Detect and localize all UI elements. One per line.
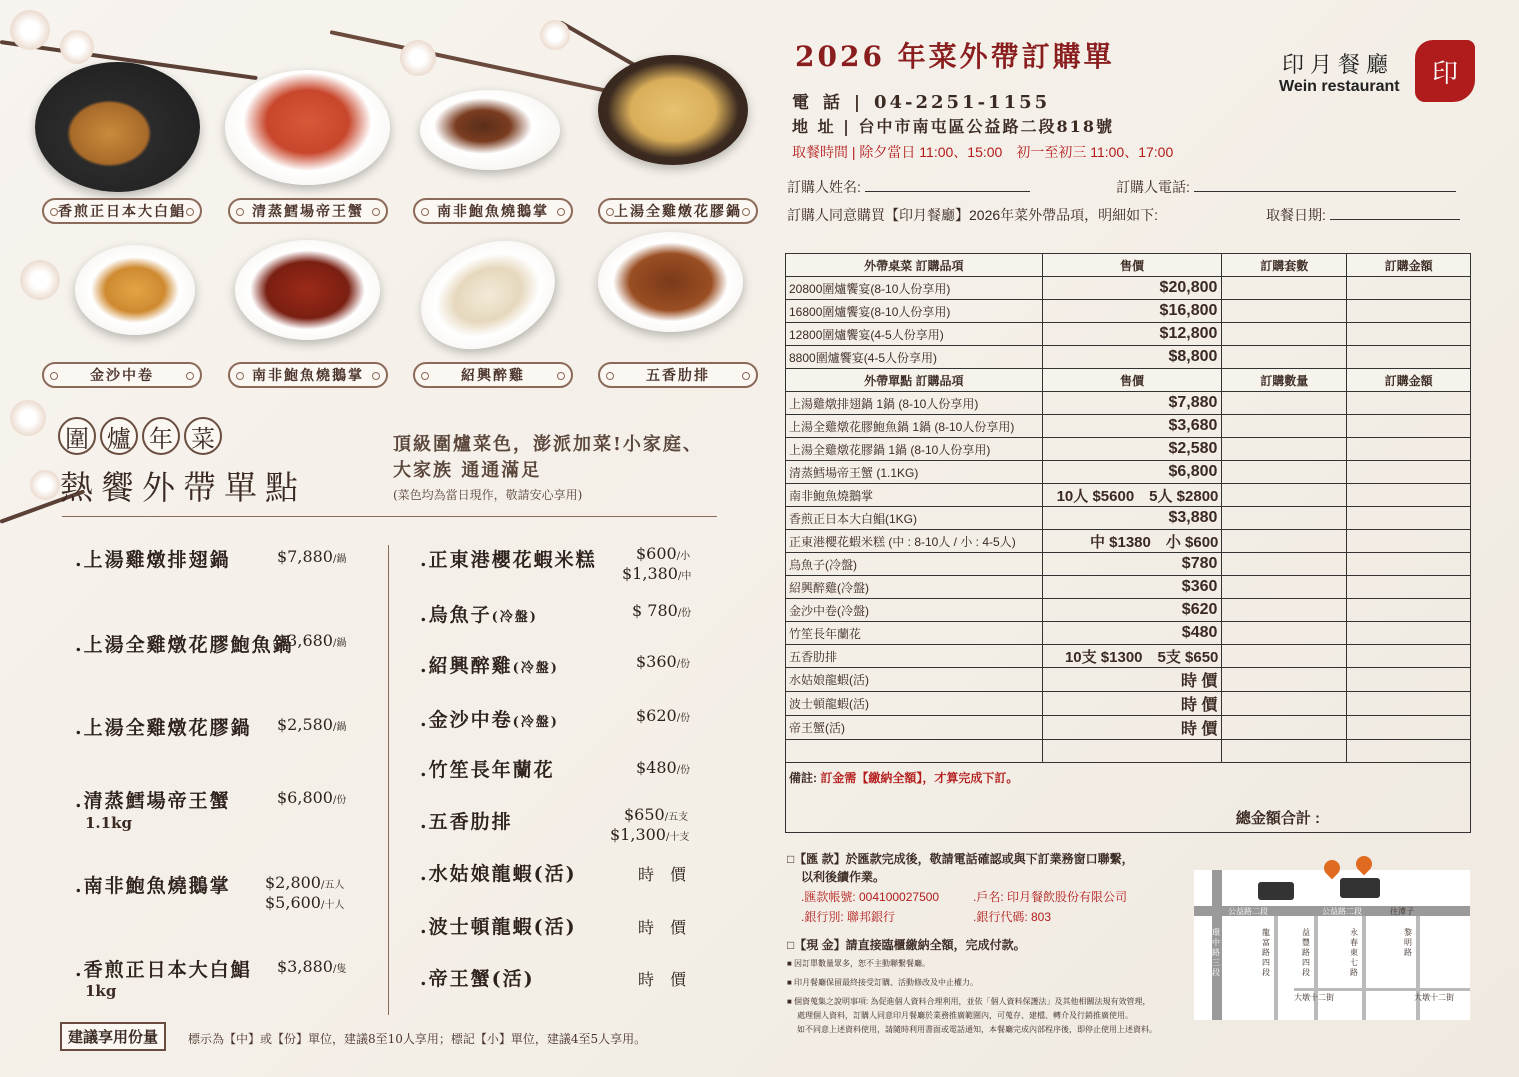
- column-divider: [388, 545, 389, 1015]
- name-field: 訂購人姓名:: [787, 177, 1030, 197]
- divider: [62, 516, 717, 517]
- page-title: 2026 年菜外帶訂購單: [795, 40, 1115, 73]
- footer-text: 標示為【中】或【份】單位，建議8至10人享用；標記【小】單位，建議4至5人享用。: [188, 1032, 647, 1046]
- section-title: 熱饗外帶單點: [60, 468, 306, 507]
- th-qty: 訂購數量: [1222, 369, 1347, 392]
- menu-item-name: .上湯全雞燉花膠鮑魚鍋: [75, 634, 294, 656]
- blossom-decor: [400, 40, 436, 76]
- map-label: 大墩十二街: [1414, 993, 1454, 1002]
- table-row: 20800圍爐饗宴(8-10人份享用) $20,800: [786, 277, 1471, 300]
- menu-item-name: .清蒸鱈場帝王蟹: [75, 790, 231, 812]
- th-item: 外帶單點 訂購品項: [786, 369, 1043, 392]
- table-row: 12800圍爐饗宴(4-5人份享用) $12,800: [786, 323, 1471, 346]
- photo-label: 清蒸鱈場帝王蟹: [228, 198, 388, 224]
- date-field: 取餐日期:: [1266, 205, 1460, 225]
- phone-field: 訂購人電話:: [1116, 177, 1456, 197]
- address-row: 地 址 | 台中市南屯區公益路二段818號: [792, 117, 1114, 136]
- pickup-time: 取餐時間 | 除夕當日 11:00、15:00 初一至初三 11:00、17:00: [792, 144, 1174, 160]
- dish-photo-king-crab: [225, 70, 390, 185]
- brand-name: 印月餐廳: [1282, 53, 1395, 78]
- menu-item-name: .水姑娘龍蝦(活): [420, 863, 577, 885]
- transfer-text: □【匯 款】於匯款完成後，敬請電話確認或與下訂業務窗口聯繫，: [787, 852, 1134, 866]
- map-pin-icon: [1353, 853, 1376, 876]
- map-label: 公益路二段: [1228, 907, 1268, 916]
- th-amount: 訂購金額: [1347, 369, 1471, 392]
- transfer-text-2: 以利後續作業。: [801, 870, 886, 884]
- menu-item-price: $480/份: [636, 758, 691, 777]
- map-pin-icon: [1321, 857, 1344, 880]
- dish-photo-squid: [75, 245, 195, 335]
- map-label: 永春東七路: [1350, 928, 1358, 977]
- menu-item-price: $3,880/隻: [277, 957, 347, 976]
- photo-label: 紹興醉雞: [413, 362, 573, 388]
- menu-item-name: .烏魚子(冷盤): [420, 604, 538, 626]
- menu-item-name: .南非鮑魚燒鵝掌: [75, 875, 231, 897]
- map-label: 益豐路四段: [1302, 928, 1310, 977]
- menu-item-price: $2,580/鍋: [277, 715, 347, 734]
- menu-item-sub: 1.1kg: [85, 814, 132, 832]
- th-item: 外帶桌菜 訂購品項: [786, 254, 1043, 277]
- slogan-line2: 大家族 通通滿足: [393, 460, 542, 481]
- photo-label: 上湯全雞燉花膠鍋: [598, 198, 758, 224]
- brand-en: Wein restaurant: [1279, 78, 1400, 95]
- table-row: 波士頓龍蝦(活) 時 價: [786, 692, 1471, 716]
- map-road: [1362, 916, 1366, 1020]
- map-label: 黎明路: [1404, 928, 1412, 957]
- note-line: 如不同意上述資料使用，請隨時利用書面或電話通知，本餐廳完成內部程序後，即停止使用上述資料。: [797, 1025, 1157, 1034]
- photo-label: 南非鮑魚燒鵝掌: [228, 362, 388, 388]
- blossom-decor: [540, 20, 570, 50]
- account-number: .匯款帳號: 004100027500: [801, 890, 940, 904]
- dish-photo-pomfret: [35, 62, 200, 192]
- photo-label: 金沙中卷: [42, 362, 202, 388]
- map-label: 往潭子: [1390, 907, 1414, 916]
- bank-code: .銀行代碼: 803: [973, 910, 1052, 924]
- menu-item-name: .紹興醉雞(冷盤): [420, 655, 559, 677]
- map-building: [1258, 882, 1294, 900]
- cash-text: □【現 金】請直接臨櫃繳納全額，完成付款。: [787, 938, 1026, 952]
- photo-label: 五香肋排: [598, 362, 758, 388]
- account-holder: .戶名: 印月餐飲股份有限公司: [973, 890, 1128, 904]
- menu-item-price: $2,800/五人: [265, 873, 345, 892]
- note-line: ■ 個資蒐集之說明事項: 為促進個人資料合理利用，並依「個人資料保護法」及其他相關法規有效管理，: [787, 997, 1151, 1006]
- note-line: ■ 因訂單數量眾多，恕不主動聯繫餐廳。: [787, 959, 931, 968]
- menu-item-price: $ 780/份: [632, 601, 692, 620]
- blossom-decor: [10, 10, 50, 50]
- menu-item-name: .竹笙長年蘭花: [420, 759, 555, 781]
- dish-photo-drunk-chicken: [403, 220, 572, 370]
- table-row: 南非鮑魚燒鵝掌 10人 $5600 5人 $2800: [786, 484, 1471, 507]
- table-row: 清蒸鱈場帝王蟹 (1.1KG) $6,800: [786, 461, 1471, 484]
- dish-photo-chicken-pot: [598, 55, 748, 165]
- menu-item-price: $3,680/鍋: [277, 631, 347, 650]
- menu-item-price: $7,880/鍋: [277, 547, 347, 566]
- menu-item-name: .五香肋排: [420, 811, 513, 833]
- footer-box: 建議享用份量: [60, 1022, 166, 1051]
- blossom-decor: [60, 30, 94, 64]
- table-row: 金沙中卷(冷盤) $620: [786, 599, 1471, 622]
- order-table: [785, 253, 1471, 833]
- bank-name: .銀行別: 聯邦銀行: [801, 910, 896, 924]
- table-row: 上湯雞燉排翅鍋 1鍋 (8-10人份享用) $7,880: [786, 392, 1471, 415]
- table-row: 上湯全雞燉花膠鮑魚鍋 1鍋 (8-10人份享用) $3,680: [786, 415, 1471, 438]
- menu-item-name: .上湯雞燉排翅鍋: [75, 549, 231, 571]
- slogan-note: (菜色均為當日現作，敬請安心享用): [393, 488, 583, 502]
- menu-item-price-2: $5,600/十人: [265, 893, 345, 912]
- note-line: 處理個人資料，訂購人同意印月餐廳於業務推廣範圍內，可蒐存、建檔、轉介及行銷推廣使用。: [797, 1011, 1133, 1020]
- th-price: 售價: [1042, 254, 1222, 277]
- remark-row: 備註: 訂金需【繳納全額】，才算完成下訂。 總金額合計 :: [786, 763, 1471, 833]
- table-row: 水姑娘龍蝦(活) 時 價: [786, 668, 1471, 692]
- section-circles: [58, 417, 226, 455]
- th-price: 售價: [1042, 369, 1222, 392]
- dish-photo-goose: [420, 90, 560, 170]
- blossom-decor: [10, 400, 46, 436]
- table-row: 16800圍爐饗宴(8-10人份享用) $16,800: [786, 300, 1471, 323]
- table-row: 香煎正日本大白鯧(1KG) $3,880: [786, 507, 1471, 530]
- menu-item-price: $360/份: [636, 652, 691, 671]
- total-label: 總金額合計 :: [1235, 810, 1320, 827]
- th-amount: 訂購金額: [1347, 254, 1471, 277]
- table-row: 竹笙長年蘭花 $480: [786, 622, 1471, 645]
- map-road: [1416, 916, 1420, 1020]
- menu-item-name: .金沙中卷(冷盤): [420, 709, 559, 731]
- table-row: 烏魚子(冷盤) $780: [786, 553, 1471, 576]
- menu-item-price: 時 價: [638, 918, 687, 937]
- circ-char: 菜: [184, 417, 222, 455]
- menu-item-sub: 1kg: [85, 982, 117, 1000]
- map-building: [1340, 878, 1380, 898]
- brand-seal: 印: [1415, 40, 1475, 102]
- menu-item-name: .帝王蟹(活): [420, 968, 535, 990]
- menu-item-name: .波士頓龍蝦(活): [420, 916, 577, 938]
- table-row: 五香肋排 10支 $1300 5支 $650: [786, 645, 1471, 668]
- menu-item-price: $6,800/份: [277, 788, 347, 807]
- map-label: 環中路三段: [1212, 928, 1220, 977]
- circ-char: 爐: [100, 417, 138, 455]
- photo-label: 南非鮑魚燒鵝掌: [413, 198, 573, 224]
- map-label: 公益路二段: [1322, 907, 1362, 916]
- photo-label: 香煎正日本大白鯧: [42, 198, 202, 224]
- slogan-line1: 頂級圍爐菜色，澎派加菜!小家庭、: [393, 434, 703, 455]
- dish-photo-goose-2: [235, 240, 380, 340]
- menu-item-name: .香煎正日本大白鯧: [75, 959, 252, 981]
- table-row: [786, 740, 1471, 763]
- note-line: ■ 印月餐廳保留最終接受訂購、活動修改及中止權力。: [787, 978, 979, 987]
- circ-char: 年: [142, 417, 180, 455]
- menu-item-price-2: $1,300/十支: [610, 825, 690, 844]
- table-row: 上湯全雞燉花膠鍋 1鍋 (8-10人份享用) $2,580: [786, 438, 1471, 461]
- menu-item-price: $650/五支: [624, 805, 689, 824]
- map-label: 大墩十二街: [1294, 993, 1334, 1002]
- dish-photo-ribs: [598, 232, 743, 332]
- agree-text: 訂購人同意購買【印月餐廳】2026年菜外帶品項，明細如下:: [787, 207, 1159, 223]
- menu-item-price: $600/小: [636, 544, 691, 563]
- table-row: 紹興醉雞(冷盤) $360: [786, 576, 1471, 599]
- menu-item-price-2: $1,380/中: [622, 564, 692, 583]
- table-row: 帝王蟹(活) 時 價: [786, 716, 1471, 740]
- menu-item-price: 時 價: [638, 865, 687, 884]
- phone-row: 電 話 | 04-2251-1155: [792, 92, 1051, 113]
- map-label: 龍富路四段: [1262, 928, 1270, 977]
- map-road: [1274, 916, 1278, 1020]
- th-qty: 訂購套數: [1222, 254, 1347, 277]
- menu-item-name: .上湯全雞燉花膠鍋: [75, 717, 252, 739]
- menu-item-price: 時 價: [638, 970, 687, 989]
- map-road: [1294, 988, 1470, 991]
- map-road: [1314, 916, 1318, 1020]
- menu-item-name: .正東港櫻花蝦米糕: [420, 549, 597, 571]
- blossom-decor: [30, 470, 60, 500]
- blossom-decor: [20, 260, 60, 300]
- table-row: 正東港櫻花蝦米糕 (中 : 8-10人 / 小 : 4-5人) 中 $1380 小 $600: [786, 530, 1471, 553]
- circ-char: 圍: [58, 417, 96, 455]
- location-map: [1194, 870, 1470, 1020]
- menu-item-price: $620/份: [636, 706, 691, 725]
- table-row: 8800圍爐饗宴(4-5人份享用) $8,800: [786, 346, 1471, 369]
